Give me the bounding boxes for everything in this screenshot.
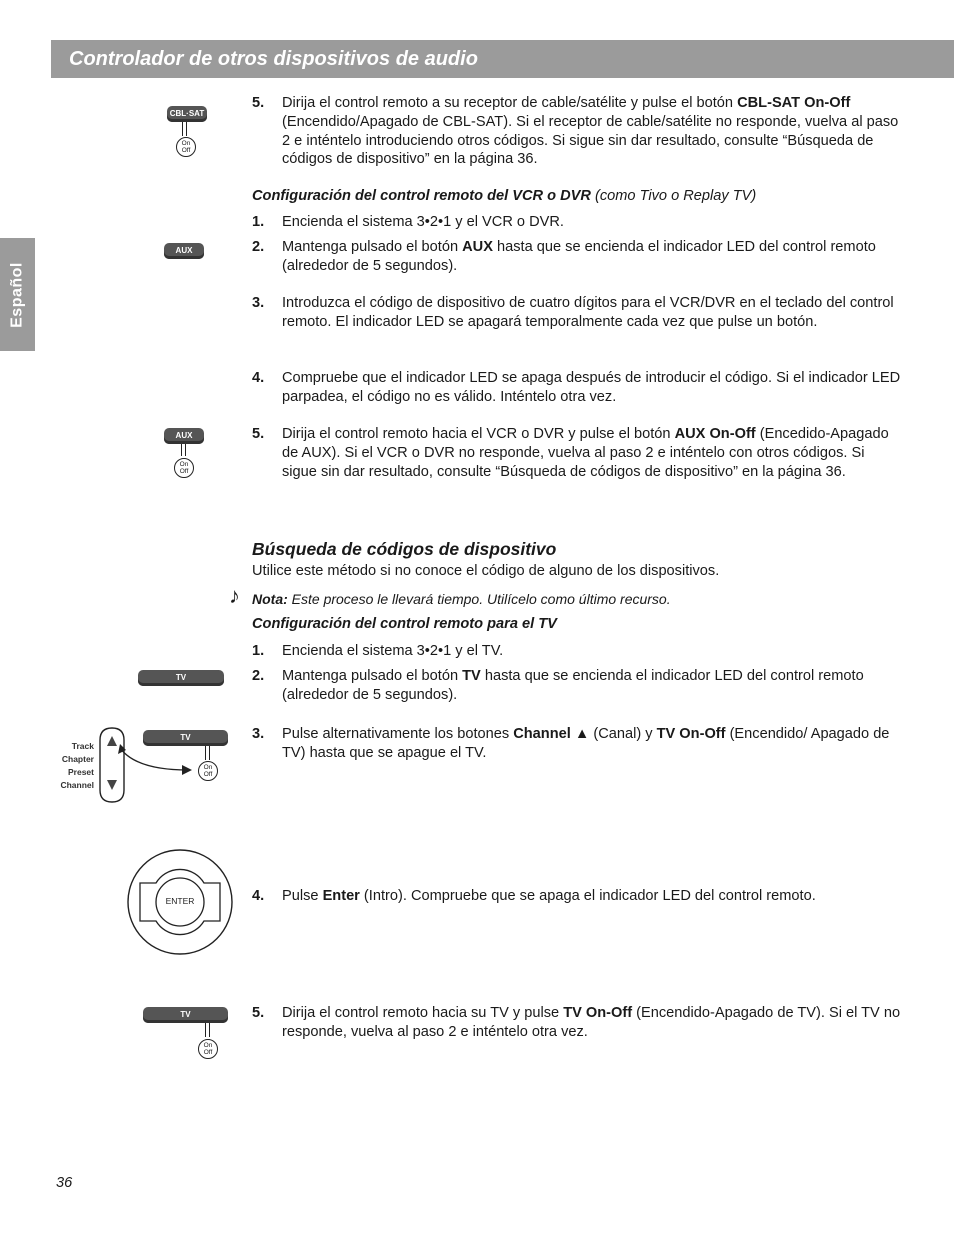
music-note-icon: ♪ [229, 583, 240, 608]
connector-line [205, 1023, 210, 1037]
tv-step-1: 1. Encienda el sistema 3•2•1 y el TV. [252, 643, 504, 659]
connector-line [205, 746, 210, 760]
track-chapter-preset-channel-label: Track Chapter Preset Channel [60, 741, 94, 790]
cbl-step-5: 5. Dirija el control remoto a su receptor de cable/satélite y pulse el botón CBL-SAT On-Off (Encendido/Apagado de CBL-SAT). Si el receptor de cable/satélite no responde, vuelva al paso 2 e inténtelo introduciendo otros códigos. Si sigue sin dar resultado, consulte “Búsqueda de códigos de dispositivo” en la página 36. [252, 95, 899, 168]
connector-line [182, 122, 187, 136]
search-intro: Utilice este método si no conoce el código de alguno de los dispositivos. [252, 563, 720, 579]
tv-button-icon: TV [138, 670, 224, 686]
tv-button-icon: TV [143, 1007, 228, 1023]
page-header [51, 40, 954, 78]
vcr-step-3: 3. Introduzca el código de dispositivo de cuatro dígitos para el VCR/DVR en el teclado del control remoto. El indicador LED se apagará temporalmente cada vez que pulse un botón. [252, 295, 894, 330]
vcr-step-4: 4. Compruebe que el indicador LED se apaga después de introducir el código. Si el indicador LED parpadea, el código no es válido. Inténtelo otra vez. [252, 370, 901, 405]
tv-subheading: Configuración del control remoto para el TV [252, 616, 557, 632]
connector-line [181, 444, 186, 456]
on-off-button-icon: On Off [198, 1039, 218, 1059]
on-off-button-icon: On Off [176, 137, 196, 157]
tv-step-5: 5. Dirija el control remoto hacia su TV y pulse TV On-Off (Encendido-Apagado de TV). Si el TV no responde, vuelva al paso 2 e inténtelo otra vez. [252, 1005, 901, 1040]
language-tab-label: Español [8, 261, 26, 328]
note-text: Nota: Este proceso le llevará tiempo. Utilícelo como último recurso. [252, 591, 671, 607]
enter-label: ENTER [165, 896, 195, 906]
tv-button-icon: TV [143, 730, 228, 746]
on-off-button-icon: On Off [198, 761, 218, 781]
cbl-sat-button-icon: CBL·SAT [167, 106, 207, 122]
aux-button-icon: AUX [164, 243, 204, 259]
tv-step-4: 4. Pulse Enter (Intro). Compruebe que se apaga el indicador LED del control remoto. [252, 888, 816, 904]
vcr-step-1: 1. Encienda el sistema 3•2•1 y el VCR o DVR. [252, 214, 564, 230]
language-tab [0, 238, 35, 351]
search-section-title: Búsqueda de códigos de dispositivo [252, 539, 557, 559]
aux-button-icon: AUX [164, 428, 204, 444]
on-off-button-icon: On Off [174, 458, 194, 478]
vcr-subheading: Configuración del control remoto del VCR o DVR (como Tivo o Replay TV) [252, 188, 757, 204]
page-number: 36 [56, 1175, 73, 1191]
vcr-step-5: 5. Dirija el control remoto hacia el VCR o DVR y pulse el botón AUX On-Off (Encedido-Apagado de AUX). Si el VCR o DVR no responde, vuelva al paso 2 e inténtelo con otros códigos. Si sigue sin dar resultado, consulte “Búsqueda de códigos de dispositivo” en la página 36. [252, 426, 889, 480]
tv-step-2: 2. Mantenga pulsado el botón TV hasta que se encienda el indicador LED del control remoto (alrededor de 5 segundos). [252, 668, 864, 703]
vcr-step-2: 2. Mantenga pulsado el botón AUX hasta que se encienda el indicador LED del control remoto (alrededor de 5 segundos). [252, 239, 876, 274]
tv-step-3: 3. Pulse alternativamente los botones Channel ▲ (Canal) y TV On-Off (Encendido/ Apagado de TV) hasta que se apague el TV. [252, 726, 890, 761]
page-title: Controlador de otros dispositivos de audio [69, 48, 478, 70]
